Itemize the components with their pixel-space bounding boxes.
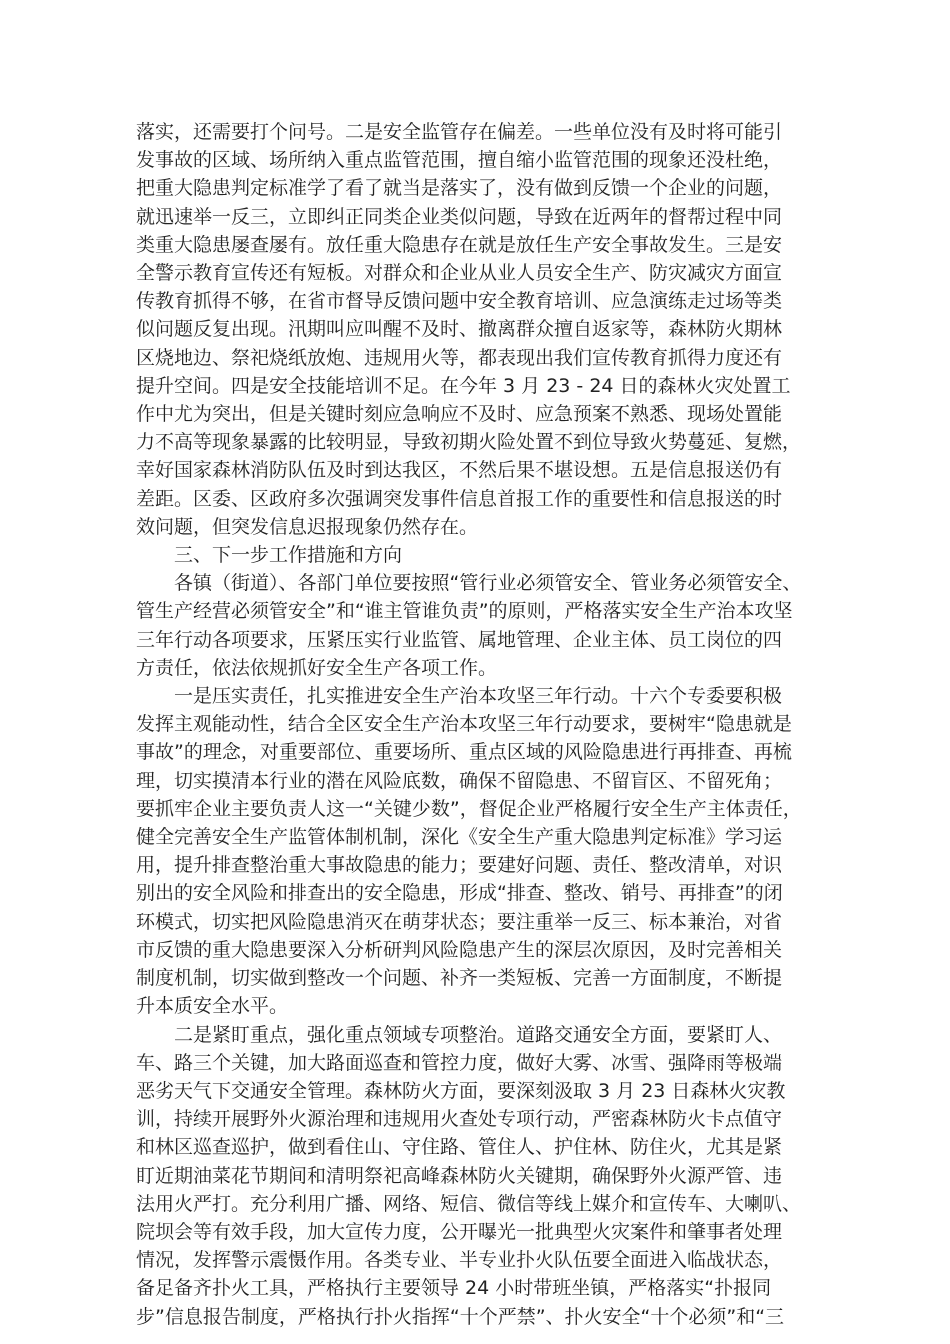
text-line: 幸好国家森林消防队伍及时到达我区，不然后果不堪设想。五是信息报送仍有 [136,459,783,482]
text-line: 各镇（街道）、各部门单位要按照“管行业必须管安全、管业务必须管安全、 [174,572,802,595]
text-line: 和林区巡查巡护，做到看住山、守住路、管住人、护住林、防住火，尤其是紧 [136,1136,783,1159]
paragraph-measure-1 [136,682,814,1020]
text-line: 传教育抓得不够，在省市督导反馈问题中安全教育培训、应急演练走过场等类 [136,290,783,313]
text-line: 似问题反复出现。汛期叫应叫醒不及时、撤离群众擅自返家等，森林防火期林 [136,318,783,341]
text-line: 二是紧盯重点，强化重点领域专项整治。道路交通安全方面，要紧盯人、 [174,1023,783,1046]
text-line: 车、路三个关键，加大路面巡查和管控力度，做好大雾、冰雪、强降雨等极端 [136,1051,783,1074]
text-line: 别出的安全风险和排查出的安全隐患，形成“排查、整改、销号、再排查”的闭 [136,882,783,905]
text-line: 把重大隐患判定标准学了看了就当是落实了，没有做到反馈一个企业的问题， [136,177,783,200]
section-heading [136,541,814,569]
paragraph-continuation [136,118,814,541]
text-line: 发事故的区域、场所纳入重点监管范围，擅自缩小监管范围的现象还没杜绝， [136,149,783,172]
text-line: 就迅速举一反三，立即纠正同类企业类似问题，导致在近两年的督帮过程中同 [136,205,783,228]
text-line: 市反馈的重大隐患要深入分析研判风险隐患产生的深层次原因，及时完善相关 [136,938,783,961]
text-line: 法用火严打。充分利用广播、网络、短信、微信等线上媒介和宣传车、大喇叭、 [136,1192,802,1215]
text-line: 健全完善安全生产监管体制机制，深化《安全生产重大隐患判定标准》学习运 [136,826,783,849]
text-line: 制度机制，切实做到整改一个问题、补齐一类短板、完善一方面制度，不断提 [136,967,783,990]
text-line: 要抓牢企业主要负责人这一“关键少数”，督促企业严格履行安全生产主体责任， [136,797,802,820]
text-line: 训，持续开展野外火源治理和违规用火查处专项行动，严密森林防火卡点值守 [136,1108,783,1131]
text-line: 提升空间。四是安全技能培训不足。在今年 3 月 23 - 24 日的森林火灾处置工 [136,374,791,397]
text-line: 一是压实责任，扎实推进安全生产治本攻坚三年行动。十六个专委要积极 [174,685,783,708]
section-heading-text: 三、下一步工作措施和方向 [174,544,403,567]
text-line: 升本质安全水平。 [136,995,289,1018]
text-line: 环模式，切实把风险隐患消灭在萌芽状态；要注重举一反三、标本兼治，对省 [136,910,783,933]
text-line: 恶劣天气下交通安全管理。森林防火方面，要深刻汲取 3 月 23 日森林火灾教 [136,1079,786,1102]
text-line: 情况，发挥警示震慑作用。各类专业、半专业扑火队伍要全面进入临战状态， [136,1249,783,1272]
paragraph-intro [136,569,814,682]
text-line: 备足备齐扑火工具，严格执行主要领导 24 小时带班坐镇，严格落实“扑报同 [136,1277,772,1300]
text-line: 全警示教育宣传还有短板。对群众和企业从业人员安全生产、防灾减灾方面宣 [136,262,783,285]
text-line: 方责任，依法依规抓好安全生产各项工作。 [136,656,498,679]
text-line: 发挥主观能动性，结合全区安全生产治本攻坚三年行动要求，要树牢“隐患就是 [136,713,792,736]
text-line: 管生产经营必须管安全”和“谁主管谁负责”的原则，严格落实安全生产治本攻坚 [136,600,793,623]
text-line: 步”信息报告制度，严格执行扑火指挥“十个严禁”、扑火安全“十个必须”和“三 [136,1305,785,1328]
text-line: 院坝会等有效手段，加大宣传力度，公开曝光一批典型火灾案件和肇事者处理 [136,1220,783,1243]
text-line: 事故”的理念，对重要部位、重要场所、重点区域的风险隐患进行再排查、再梳 [136,741,792,764]
text-line: 差距。区委、区政府多次强调突发事件信息首报工作的重要性和信息报送的时 [136,487,783,510]
paragraph-measure-2 [136,1021,814,1331]
text-line: 力不高等现象暴露的比较明显，导致初期火险处置不到位导致火势蔓延、复燃， [136,431,802,454]
text-line: 理，切实摸清本行业的潜在风险底数，确保不留隐患、不留盲区、不留死角； [136,769,783,792]
document-page [136,118,814,1331]
text-line: 盯近期油菜花节期间和清明祭祀高峰森林防火关键期，确保野外火源严管、违 [136,1164,783,1187]
text-line: 区烧地边、祭祀烧纸放炮、违规用火等，都表现出我们宣传教育抓得力度还有 [136,346,783,369]
text-line: 效问题，但突发信息迟报现象仍然存在。 [136,515,479,538]
text-line: 落实，还需要打个问号。二是安全监管存在偏差。一些单位没有及时将可能引 [136,121,783,143]
text-line: 作中尤为突出，但是关键时刻应急响应不及时、应急预案不熟悉、现场处置能 [136,403,783,426]
text-line: 三年行动各项要求，压紧压实行业监管、属地管理、企业主体、员工岗位的四 [136,628,783,651]
text-line: 类重大隐患屡查屡有。放任重大隐患存在就是放任生产安全事故发生。三是安 [136,233,783,256]
text-line: 用，提升排查整治重大事故隐患的能力；要建好问题、责任、整改清单，对识 [136,854,783,877]
